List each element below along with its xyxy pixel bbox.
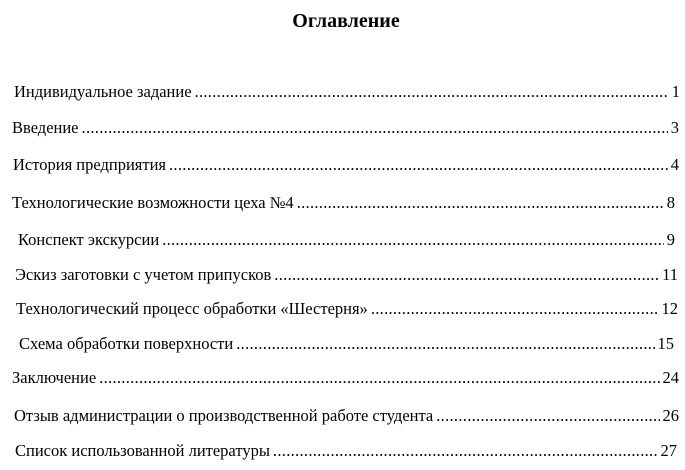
toc-entry-text: Индивидуальное задание — [14, 82, 192, 101]
toc-entry-company-history — [13, 155, 679, 175]
toc-entry-page: 9 — [666, 230, 675, 249]
toc-entry-text: Эскиз заготовки с учетом припусков — [15, 265, 272, 284]
dot-leader — [169, 155, 668, 175]
toc-entry-gear-process — [16, 299, 678, 319]
dot-leader — [82, 118, 668, 138]
dot-leader — [273, 441, 658, 461]
toc-entry-introduction — [12, 118, 679, 138]
toc-entry-administration-review — [14, 406, 679, 426]
toc-entry-blank-sketch — [15, 265, 678, 285]
toc-entry-page: 3 — [670, 118, 679, 137]
toc-entry-page: 26 — [662, 406, 679, 425]
toc-entry-text: Введение — [12, 118, 79, 137]
toc-entry-text: Технологический процесс обработки «Шестерня» — [16, 299, 368, 318]
dot-leader — [274, 265, 659, 285]
toc-entry-page: 11 — [662, 265, 678, 284]
toc-entry-text: Список использованной литературы — [15, 441, 270, 460]
toc-entry-page: 24 — [662, 368, 679, 387]
dot-leader — [371, 299, 659, 319]
toc-entry-text: Заключение — [12, 368, 97, 387]
toc-entry-text: Отзыв администрации о производственной работе студента — [14, 406, 434, 425]
toc-entry-page: 27 — [660, 441, 677, 460]
dot-leader — [162, 230, 664, 250]
dot-leader — [236, 334, 654, 354]
toc-entry-conclusion — [12, 368, 679, 388]
toc-entry-text: Схема обработки поверхности — [19, 334, 234, 353]
toc-entry-individual-task — [14, 82, 680, 102]
toc-entry-text: Конспект экскурсии — [18, 230, 160, 249]
toc-entry-workshop-capabilities — [12, 193, 675, 213]
toc-entry-page: 15 — [657, 334, 674, 353]
toc-entry-page: 1 — [671, 82, 680, 101]
toc-entry-text: Технологические возможности цеха №4 — [12, 193, 294, 212]
toc-entry-references — [15, 441, 677, 461]
toc-entry-excursion-notes — [18, 230, 675, 250]
toc-entry-page: 8 — [666, 193, 675, 212]
toc-entry-page: 4 — [670, 155, 679, 174]
dot-leader — [99, 368, 659, 388]
toc-title: Оглавление — [292, 10, 400, 32]
dot-leader — [195, 82, 669, 102]
toc-entry-page: 12 — [661, 299, 678, 318]
toc-entry-text: История предприятия — [13, 155, 166, 174]
dot-leader — [436, 406, 659, 426]
dot-leader — [297, 193, 664, 213]
toc-entry-surface-scheme — [19, 334, 674, 354]
